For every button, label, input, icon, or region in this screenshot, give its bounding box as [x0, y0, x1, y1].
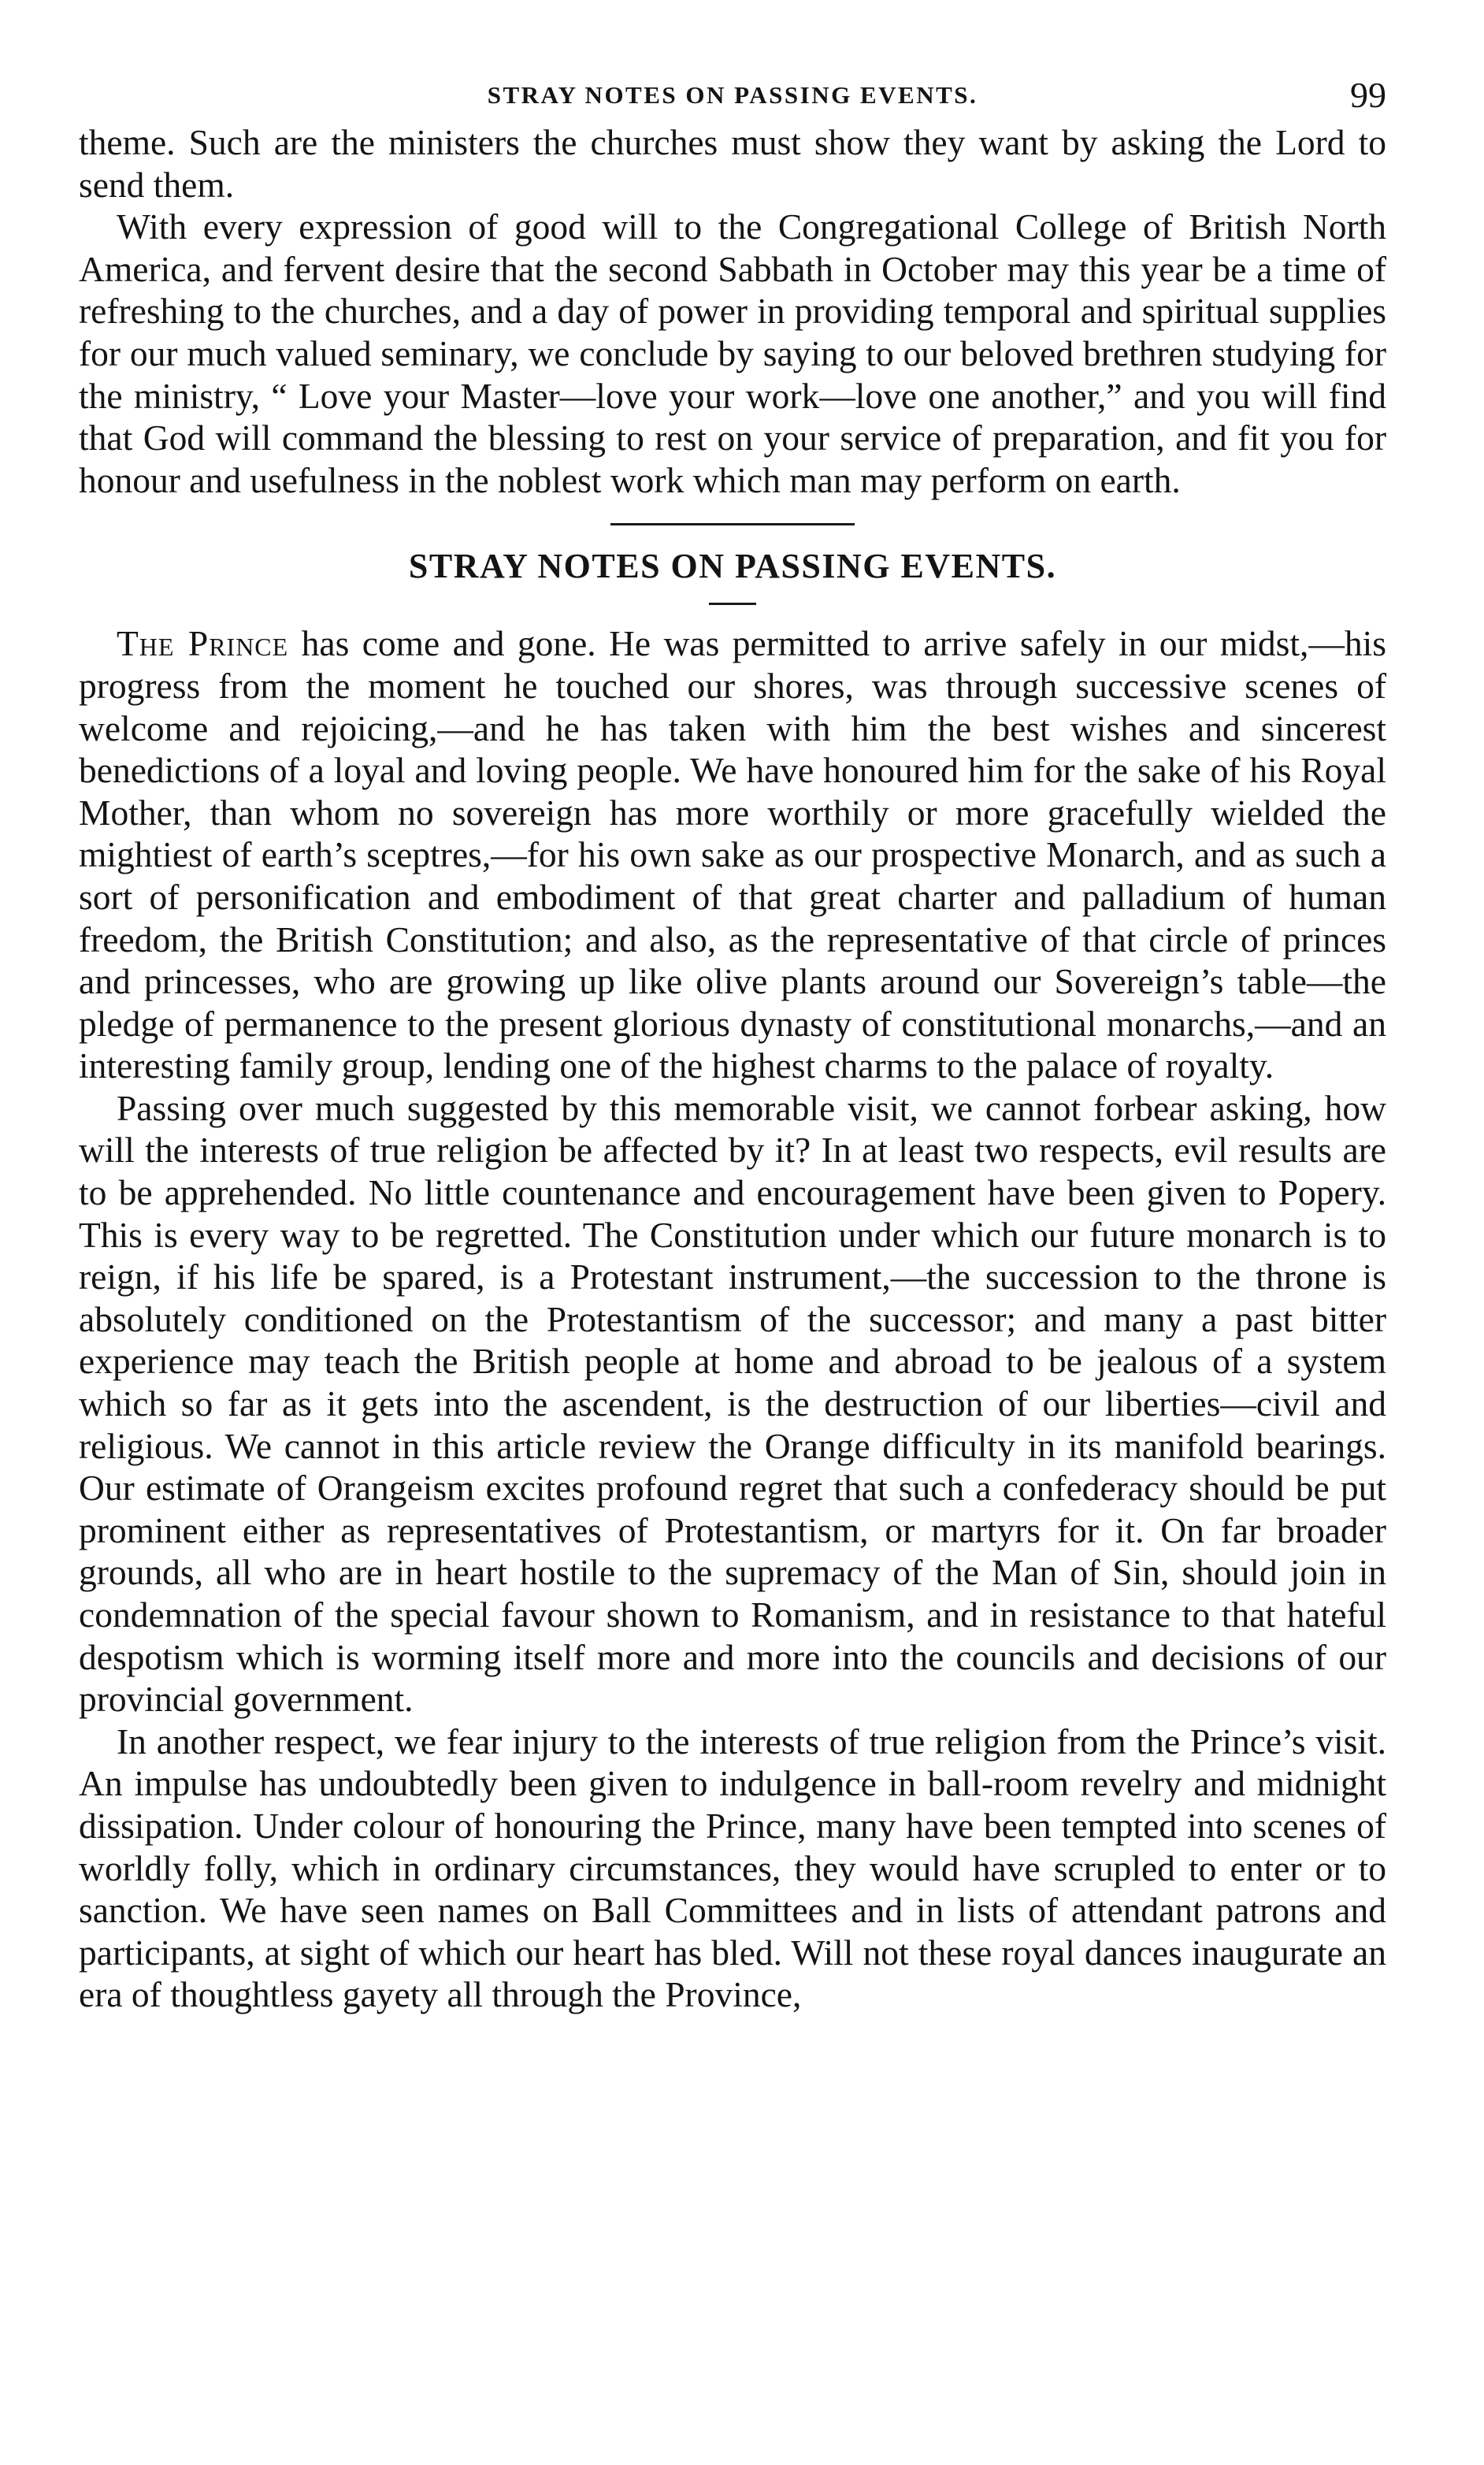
running-title: STRAY NOTES ON PASSING EVENTS. — [487, 81, 978, 109]
article-conclusion — [79, 121, 1386, 501]
paragraph-text: has come and gone. He was permitted to arrive safely in our midst,—his progress from the moment he touched our shores, was through successive scenes of welcome and rejoicing,—and he has taken with him the best wishes and sincerest benedictions of a loyal and loving people. We have honoured him for the sake of his Royal Mother, than whom no sovereign has more worthily or more gracefully wielded the mightiest of earth’s sceptres,—for his own sake as our prospective Monarch, and as such a sort of personification and embodiment of that great charter and palladium of human freedom, the British Constitution; and also, as the representative of that circle of princes and princesses, who are growing up like olive plants around our Sovereign’s table—the pledge of permanence to the present glorious dynasty of constitutional monarchs,—and an interesting family group, lending one of the highest charms to the palace of royalty. — [79, 623, 1386, 1086]
paragraph-continued: theme. Such are the ministers the churches must show they want by asking the Lord to send them. — [79, 122, 1386, 205]
heading-underline-rule — [709, 603, 756, 605]
running-head — [79, 69, 1386, 121]
book-page — [79, 69, 1386, 2016]
section-divider-rule — [610, 523, 855, 525]
section-heading: STRAY NOTES ON PASSING EVENTS. — [408, 547, 1057, 586]
paragraph-dissipation: In another respect, we fear injury to the interests of true religion from the Prince’s visit. An impulse has undoubtedly been given to indulgence in ball-room revelry and midnight dissipation. Under colour of honouring the Prince, many have been tempted into scenes of worldly folly, which in ordinary circumstances, they would have scrupled to enter or to sanction. We have seen names on Ball Committees and in lists of attendant patrons and participants, at sight of which our heart has bled. Will not these royal dances inaugurate an era of thoughtless gayety all through the Province, — [79, 1721, 1386, 2015]
paragraph-closing: With every expression of good will to the Congregational College of British North America, and fervent desire that the second Sabbath in October may this year be a time of refreshing to the churches, and a day of power in providing temporal and spiritual supplies for our much valued seminary, we conclude by saying to our beloved brethren studying for the ministry, “ Love your Master—love your work—love one another,” and you will find that God will command the blessing to rest on your service of preparation, and fit you for honour and usefulness in the noblest work which man may perform on earth. — [79, 206, 1386, 500]
paragraph-popery: Passing over much suggested by this memorable visit, we cannot forbear asking, how will the interests of true religion be affected by it? In at least two respects, evil results are to be apprehended. No little countenance and encouragement have been given to Popery. This is every way to be regretted. The Constitution under which our future monarch is to reign, if his life be spared, is a Protestant instrument,—the succession to the throne is absolutely conditioned on the Protestantism of the successor; and many a past bitter experience may teach the British people at home and abroad to be jealous of a system which so far as it gets into the ascendent, is the destruction of our liberties—civil and religious. We cannot in this article review the Orange difficulty in its manifold bearings. Our estimate of Orangeism excites profound regret that such a confederacy should be put prominent either as representatives of Protestantism, or martyrs for it. On far broader grounds, all who are in heart hostile to the supremacy of the Man of Sin, should join in condemnation of the special favour shown to Romanism, and in resistance to that hateful despotism which is worming itself more and more into the councils and decisions of our provincial government. — [79, 1087, 1386, 1720]
lead-words: The Prince — [117, 623, 289, 664]
section-body — [79, 622, 1386, 2016]
page-number: 99 — [1350, 75, 1386, 115]
paragraph-prince-visit — [79, 622, 1386, 1087]
